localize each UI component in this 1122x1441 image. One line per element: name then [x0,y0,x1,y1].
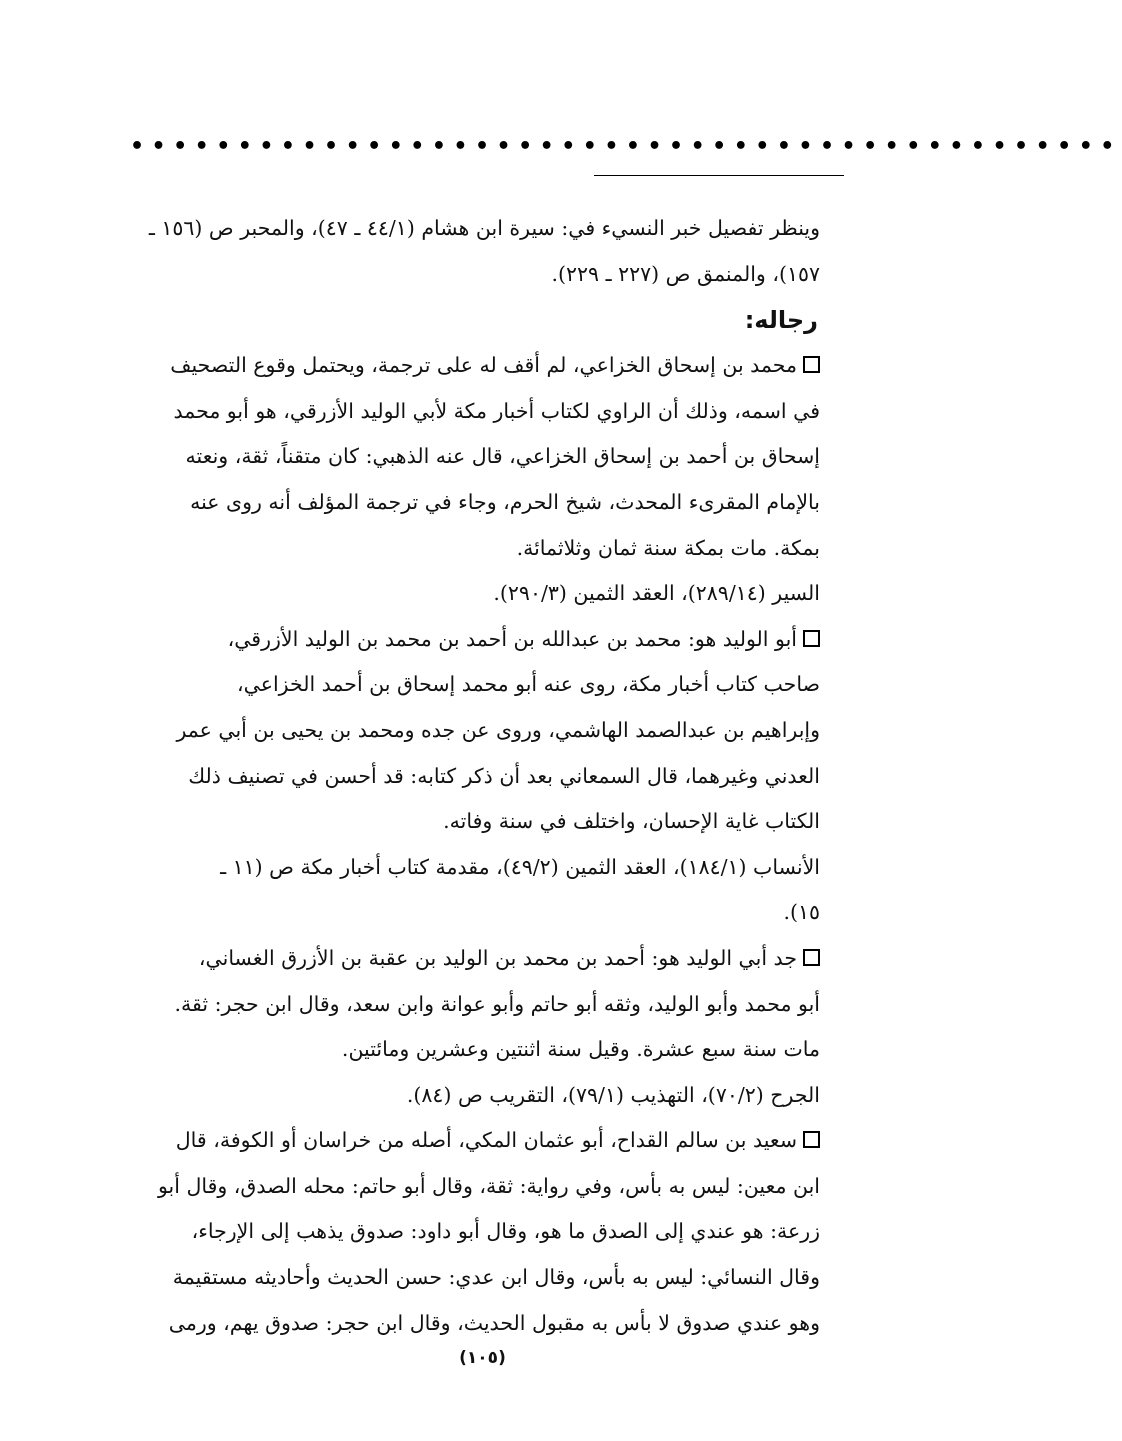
text-line: وينظر تفصيل خبر النسيء في: سيرة ابن هشام (٤٤/١ ـ ٤٧)، والمحبر ص (١٥٦ ـ [148,216,820,240]
entry-text: جد أبي الوليد هو: أحمد بن محمد بن الوليد بن عقبة بن الأزرق الغساني، [198,945,797,970]
text-line: إسحاق بن أحمد بن إسحاق الخزاعي، قال عنه الذهبي: كان متقناً، ثقة، ونعته [185,444,820,469]
text-line: العدني وغيرهما، قال السمعاني بعد أن ذكر كتابه: قد أحسن في تصنيف ذلك [188,763,820,788]
text-line: بمكة. مات بمكة سنة ثمان وثلاثمائة. [516,535,820,560]
square-bullet-icon [803,949,820,966]
entry-line [130,936,820,982]
source-line: ١٥). [783,900,820,925]
square-bullet-icon [803,1131,820,1148]
entry-line [130,617,820,663]
text-line: بالإمام المقرىء المحدث، شيخ الحرم، وجاء في ترجمة المؤلف أنه روى عنه [190,489,820,514]
text-line: الكتاب غاية الإحسان، واختلف في سنة وفاته. [443,809,820,834]
text-line: وإبراهيم بن عبدالصمد الهاشمي، وروى عن جده ومحمد بن يحيى بن أبي عمر [176,717,820,742]
ornamental-dotted-rule: •••••••••••••••••••••••••••••••••••••••••••••• [130,134,1122,159]
entry-text: سعيد بن سالم القداح، أبو عثمان المكي، أصله من خراسان أو الكوفة، قال [175,1128,797,1153]
square-bullet-icon [803,356,820,373]
entry-text: محمد بن إسحاق الخزاعي، لم أقف له على ترجمة، ويحتمل وقوع التصحيف [170,353,797,378]
text-line: صاحب كتاب أخبار مكة، روى عنه أبو محمد إسحاق بن أحمد الخزاعي، [237,672,820,697]
text-line: ابن معين: ليس به بأس، وفي رواية: ثقة، وقال أبو حاتم: محله الصدق، وقال أبو [157,1173,820,1198]
text-line: في اسمه، وذلك أن الراوي لكتاب أخبار مكة لأبي الوليد الأزرقي، هو أبو محمد [173,398,820,423]
source-line: الجرح (٧٠/٢)، التهذيب (٧٩/١)، التقريب ص (٨٤). [406,1082,820,1107]
source-line: الأنساب (١٨٤/١)، العقد الثمين (٤٩/٢)، مقدمة كتاب أخبار مكة ص (١١ ـ [220,854,820,879]
source-line: السير (٢٨٩/١٤)، العقد الثمين (٢٩٠/٣). [493,581,820,606]
entry-text: أبو الوليد هو: محمد بن عبدالله بن أحمد بن محمد بن الوليد الأزرقي، [227,626,797,651]
page-text [130,206,820,1346]
footnote-separator-line [594,175,844,176]
text-line: زرعة: هو عندي إلى الصدق ما هو، وقال أبو داود: صدوق يذهب إلى الإرجاء، [191,1219,820,1244]
text-line: أبو محمد وأبو الوليد، وثقه أبو حاتم وأبو عوانة وابن سعد، وقال ابن حجر: ثقة. [174,991,820,1016]
text-line: وهو عندي صدوق لا بأس به مقبول الحديث، وقال ابن حجر: صدوق يهم، ورمى [168,1310,820,1335]
text-line: مات سنة سبع عشرة. وقيل سنة اثنتين وعشرين ومائتين. [341,1037,820,1062]
page-number: (١٠٥) [459,1348,506,1368]
section-heading: رجاله: [744,306,818,335]
square-bullet-icon [803,630,820,647]
text-line: وقال النسائي: ليس به بأس، وقال ابن عدي: حسن الحديث وأحاديثه مستقيمة [172,1265,820,1290]
entry-line [130,1118,820,1164]
entry-line [130,343,820,389]
text-line: ١٥٧)، والمنمق ص (٢٢٧ ـ ٢٢٩). [551,261,820,286]
